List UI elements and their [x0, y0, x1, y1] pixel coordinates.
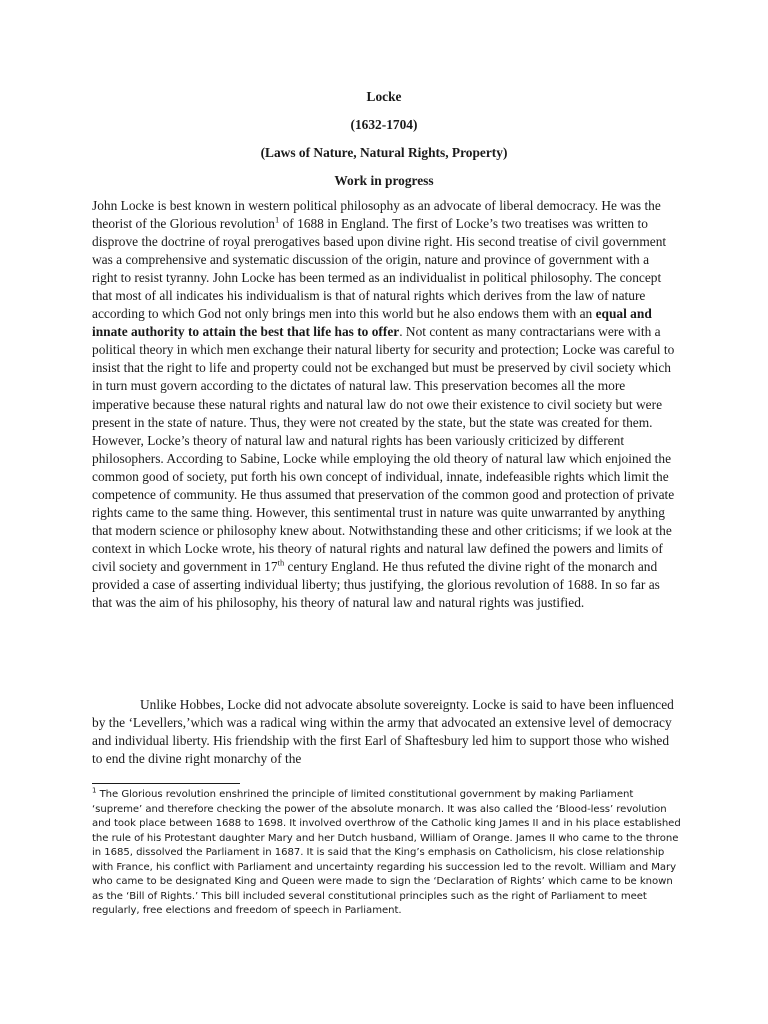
document-dates: (1632-1704) [350, 117, 418, 132]
p1-text-a: John Locke is best known in western political philosophy as an advocate of liberal democracy. He was the theorist of the Glorious revolution [92, 198, 661, 232]
footnote-marker: 1 [92, 786, 97, 795]
p1-text-b: of 1688 in England. The first of Locke’s two treatises was written to disprove the doctrine of royal prerogatives based upon divine right. His second treatise of civil government was a comprehensive and systematic discussion of the origin, nature and province of government with a right to resist tyranny. John Locke has been termed as an individualist in political philosophy. The concept that most of all indicates his individualism is that of natural rights which derives from the law of nature according to which God not only brings men into this world but he also endows them with an [92, 216, 667, 322]
footnote-separator [92, 783, 240, 784]
document-subtitle: (Laws of Nature, Natural Rights, Property) [260, 145, 508, 160]
p1-text-d: century England. He thus refuted the divine right of the monarch and provided a case of asserting individual liberty; thus justifying, the glorious revolution of 1688. In so far as that was the aim of his philosophy, his theory of natural law and natural rights was justified. [92, 558, 660, 611]
p1-bold-phrase: equal and innate authority to attain the best that life has to offer [92, 306, 652, 340]
body-paragraph-2: Unlike Hobbes, Locke did not advocate absolute sovereignty. Locke is said to have been influenced by the ‘Levellers,’which was a radical wing within the army that advocated an extensive level of democracy and individual liberty. His friendship with the first Earl of Shaftesbury led him to support those who wished to end the divine right monarchy of the [92, 697, 674, 767]
footnote-text: The Glorious revolution enshrined the principle of limited constitutional government by making Parliament ‘supreme’ and therefore checking the power of the absolute monarch. It was also called the ‘Blood-less’ revolution and took place between 1688 to 1698. It involved overthrow of the Catholic king James II and in his place established the rule of his Protestant daughter Mary and her Dutch husband, William of Orange. James II who came to the throne in 1685, dissolved the Parliament in 1687. It is said that the King’s emphasis on Catholicism, his close relationship with France, his conflict with Parliament and uncertainty regarding his succession led to the revolt. William and Mary who came to be designated King and Queen were made to sign the ‘Declaration of Rights’ which came to be known as the ‘Bill of Rights.’ This bill included several constitutional principles such as the right of Parliament to meet regularly, free elections and freedom of speech in Parliament. [92, 789, 681, 917]
ordinal-superscript: th [277, 557, 285, 568]
footnote-1 [92, 788, 682, 919]
body-paragraph-1 [92, 197, 676, 612]
p1-text-c: . Not content as many contractarians were with a political theory in which men exchange their natural liberty for security and protection; Locke was careful to insist that the right to life and property could not be exchanged but must be preserved by civil society which in turn must govern according to the dictates of natural law. This preservation becomes all the more imperative because these natural rights and natural law do not owe their existence to civil society but were present in the state of nature. Thus, they were not created by the state, but the state was created for them. However, Locke’s theory of natural law and natural rights has been variously criticized by different philosophers. According to Sabine, Locke while employing the old theory of natural law which enjoined the common good of society, put forth his own concept of individual, innate, indefeasible rights which limit the competence of community. He thus assumed that preservation of the common good and protection of private rights came to the same thing. However, this sentimental trust in nature was quite unwarranted by anything that modern science or philosophy knew about. Notwithstanding these and other criticisms; if we look at the context in which Locke wrote, his theory of natural rights and natural law defined the powers and limits of civil society and government in 17 [92, 324, 675, 574]
document-title: Locke [366, 89, 402, 104]
footnote-ref: 1 [274, 214, 280, 225]
document-status: Work in progress [334, 173, 434, 188]
